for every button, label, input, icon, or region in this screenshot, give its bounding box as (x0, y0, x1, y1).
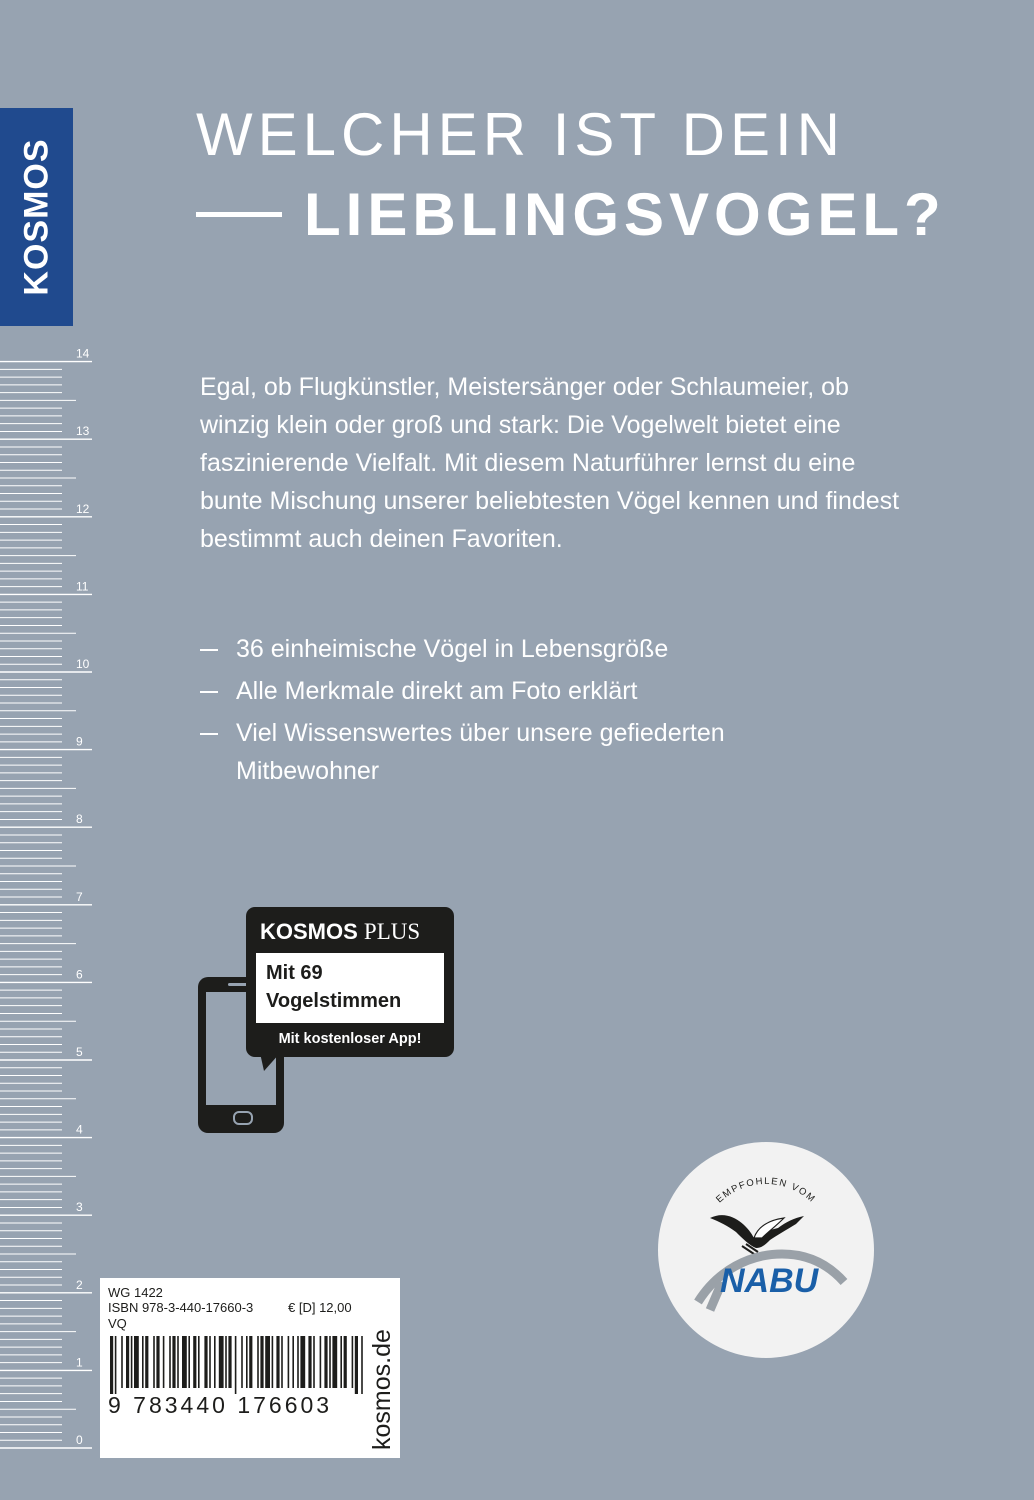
headline-line-1: WELCHER IST DEIN (196, 101, 845, 168)
headline-line-2-text: LIEBLINGSVOGEL? (304, 181, 946, 248)
ruler-label: 7 (76, 889, 83, 904)
barcode-bar (182, 1336, 187, 1388)
kosmos-plus-line-1: Mit 69 (266, 962, 323, 984)
headline-dash (196, 212, 282, 217)
barcode-bar (134, 1336, 139, 1388)
label-extra-code: VQ (108, 1316, 127, 1331)
ruler-label: 10 (76, 657, 90, 671)
centimeter-ruler (0, 346, 100, 1465)
barcode-bar (355, 1336, 358, 1394)
barcode-bar (344, 1336, 347, 1388)
barcode-bar (228, 1336, 231, 1388)
barcode-bar (260, 1336, 263, 1388)
ruler-label: 0 (76, 1433, 83, 1447)
barcode-bar (320, 1336, 322, 1388)
barcode-bar (340, 1336, 342, 1388)
ruler-label: 5 (76, 1045, 83, 1059)
nabu-arc-text (714, 1176, 818, 1205)
ruler-label: 13 (76, 424, 90, 439)
ruler-label: 6 (76, 967, 83, 982)
barcode-bar (352, 1336, 354, 1388)
barcode-bar (163, 1336, 165, 1388)
kosmos-logo-tab (0, 108, 73, 326)
ruler-label: 1 (76, 1355, 83, 1370)
barcode-bar (142, 1336, 144, 1388)
barcode-bar (324, 1336, 327, 1388)
price-text: € [D] 12,00 (288, 1300, 352, 1315)
barcode-bar (246, 1336, 248, 1388)
barcode-bar (332, 1336, 337, 1388)
barcode-bar (115, 1336, 117, 1394)
barcode-bar (219, 1336, 224, 1388)
barcode-bar (172, 1336, 175, 1388)
ruler-label: 14 (76, 346, 90, 361)
ruler-label: 4 (76, 1122, 83, 1137)
ruler-label: 8 (76, 812, 83, 827)
nabu-arc-textpath: EMPFOHLEN VOM (714, 1175, 818, 1206)
barcode-bar (177, 1336, 179, 1388)
barcode-bar (249, 1336, 252, 1388)
barcode-bar (156, 1336, 159, 1388)
kosmos-logo-text: KOSMOS (17, 138, 55, 296)
product-label (100, 1278, 400, 1458)
barcode-bar (308, 1336, 311, 1388)
website-url: kosmos.de (368, 1329, 396, 1450)
barcode-bar (198, 1336, 200, 1388)
barcode-bar (265, 1336, 270, 1388)
barcode-bar (257, 1336, 259, 1388)
barcode-bar (110, 1336, 113, 1394)
kosmos-plus-brand: KOSMOS (260, 919, 358, 944)
kosmos-plus-feature-box (256, 953, 444, 1023)
barcode-bar (121, 1336, 123, 1388)
barcode-bar (131, 1336, 133, 1388)
barcode-bar (329, 1336, 331, 1388)
barcode-bar (204, 1336, 207, 1388)
barcode-bar (288, 1336, 290, 1388)
kosmos-plus-word: PLUS (363, 919, 421, 944)
barcode-icon (108, 1336, 368, 1394)
barcode-bar (235, 1336, 237, 1394)
barcode-bar (241, 1336, 243, 1388)
barcode-bar (272, 1336, 274, 1388)
barcode-bar (292, 1336, 294, 1388)
feature-item: 36 einheimische Vögel in Lebensgröße (200, 630, 840, 668)
kosmos-plus-feature-text (266, 959, 401, 1015)
barcode-bar (225, 1336, 227, 1388)
feature-list (200, 630, 840, 794)
barcode-bar (297, 1336, 299, 1388)
barcode-bar (153, 1336, 155, 1388)
headline-line-2 (196, 180, 946, 249)
barcode-bar (188, 1336, 190, 1388)
barcode-bar (214, 1336, 216, 1388)
barcode-bar (276, 1336, 279, 1388)
feature-item: Viel Wissenswertes über unsere gefiederten Mitbewohner (200, 714, 840, 790)
kosmos-plus-subline: Mit kostenloser App! (278, 1031, 422, 1047)
kosmos-plus-box (246, 907, 454, 1057)
ruler-label: 3 (76, 1200, 83, 1215)
kosmos-plus-badge (198, 905, 458, 1137)
isbn-text: ISBN 978-3-440-17660-3 (108, 1300, 254, 1315)
barcode-bar (169, 1336, 171, 1388)
barcode-bar (193, 1336, 196, 1388)
ruler-label: 9 (76, 734, 83, 749)
barcode-bar (209, 1336, 211, 1388)
barcode-digits: 9 783440 176603 (108, 1392, 333, 1418)
barcode-bar (126, 1336, 129, 1388)
nabu-recommendation-seal (658, 1142, 874, 1358)
product-code: WG 1422 (108, 1285, 163, 1300)
kosmos-plus-line-2: Vogelstimmen (266, 990, 402, 1012)
intro-paragraph: Egal, ob Flugkünstler, Meistersänger oder Schlaumeier, ob winzig klein oder groß und stark: Die Vogelwelt bietet eine faszinierende Vielfalt. Mit diesem Naturführer lernst du eine bunte Mischung unserer beliebtesten Vögel kennen und findest bestimmt auch deinen Favoriten. (200, 373, 900, 553)
ruler-label: 12 (76, 501, 90, 516)
stork-icon (710, 1215, 804, 1254)
barcode-bar (145, 1336, 148, 1388)
kosmos-plus-title (260, 919, 420, 945)
barcode-bar (300, 1336, 305, 1388)
phone-home-button (233, 1111, 253, 1125)
barcode-bar (361, 1336, 363, 1394)
ruler-label: 2 (76, 1277, 83, 1292)
nabu-seal-graphics (658, 1142, 874, 1358)
barcode-bar (313, 1336, 315, 1388)
ruler-label: 11 (76, 579, 89, 594)
feature-item: Alle Merkmale direkt am Foto erklärt (200, 672, 840, 710)
nabu-logo: NABU (720, 1262, 819, 1300)
barcode-bar (281, 1336, 283, 1388)
